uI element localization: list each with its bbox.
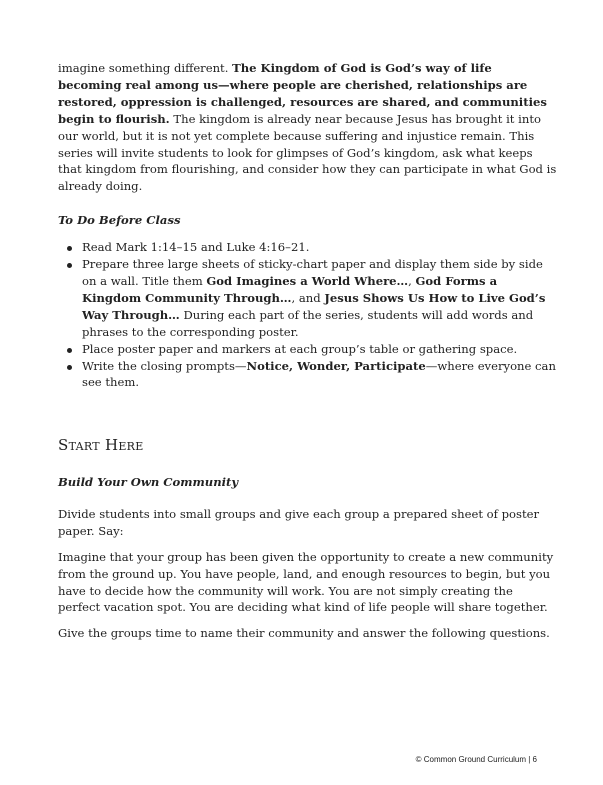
todo-item [58, 341, 558, 358]
todo-item-text: Read Mark 1:14–15 and Luke 4:16–21. [82, 240, 310, 255]
bullet-icon [67, 246, 72, 251]
bullet-icon [67, 348, 72, 353]
poster-title-2: God Forms a Kingdom Community Through… [82, 273, 498, 305]
closing-prompts: Notice, Wonder, Participate [246, 358, 426, 373]
bullet-icon [67, 263, 72, 268]
kingdom-definition: The Kingdom of God is God’s way of life becoming real among us—where people are cherished, relationships are restored, oppression is challenged, resources are shared, and communities begin to flourish. [58, 61, 547, 126]
section-title: Start Here [58, 436, 144, 454]
activity-heading: Build Your Own Community [58, 475, 239, 489]
todo-item-text: Place poster paper and markers at each group’s table or gathering space. [82, 341, 518, 356]
intro-lead: imagine something different. [58, 61, 233, 75]
todo-heading: To Do Before Class [58, 213, 181, 228]
todo-item-text: —where everyone can see them. [82, 358, 556, 390]
poster-title-1: God Imagines a World Where… [206, 273, 409, 288]
todo-item [58, 256, 558, 341]
page-footer: © Common Ground Curriculum | 6 [415, 755, 537, 764]
todo-item-text: , [408, 273, 416, 288]
page-body-lower [58, 474, 558, 651]
instruction-paragraph: Give the groups time to name their community and answer the following questions. [58, 626, 550, 641]
todo-item [58, 358, 558, 392]
todo-item-text: , and [291, 290, 325, 305]
script-paragraph: Imagine that your group has been given the opportunity to create a new community from the ground up. You have people, land, and enough resources to begin, but you have to decide how the community will work. You are not simply creating the perfect vacation spot. You are deciding what kind of life people will share together. [58, 549, 554, 615]
todo-item-text: Prepare three large sheets of sticky-chart paper and display them side by side on a wall. Title them [82, 257, 543, 288]
todo-item-text: Write the closing prompts— [82, 358, 247, 373]
intro-paragraph [58, 60, 558, 195]
page-body-upper [58, 60, 558, 391]
intro-rest: The kingdom is already near because Jesus has brought it into our world, but it is not yet complete because suffering and injustice remain. This series will invite students to look for glimpses of God’s kingdom, ask what keeps that kingdom from flourishing, and consider how they can participate in what God is already doing. [58, 111, 557, 194]
poster-title-3: Jesus Shows Us How to Live God’s Way Through… [82, 290, 546, 322]
instruction-paragraph: Divide students into small groups and give each group a prepared sheet of poster paper. Say: [58, 506, 540, 538]
todo-list [58, 239, 558, 391]
todo-item [58, 239, 558, 256]
bullet-icon [67, 365, 72, 370]
todo-item-text: During each part of the series, students will add words and phrases to the corresponding poster. [82, 307, 534, 339]
